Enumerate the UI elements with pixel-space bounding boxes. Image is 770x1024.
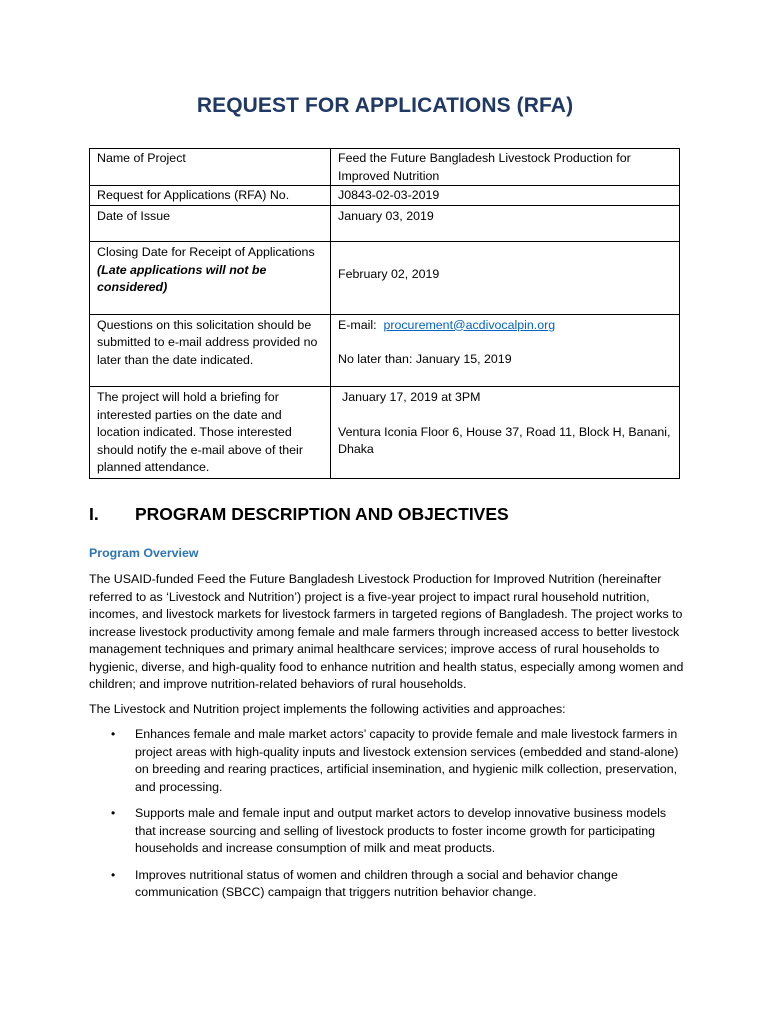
list-item-text: Supports male and female input and output market actors to develop innovative business models that increase sourcing and selling of livestock products to foster income growth for participating households and increase consumption of milk and meat products. [135, 806, 667, 855]
page-title: REQUEST FOR APPLICATIONS (RFA) [196, 94, 574, 117]
closing-date-label: Closing Date for Receipt of Applications [97, 245, 315, 259]
closing-date-cell [90, 242, 331, 315]
overview-paragraph: The USAID-funded Feed the Future Bangladesh Livestock Production for Improved Nutrition (hereinafter referred to as ‘Livestock and Nutrition’) project is a five-year project to impact rural household nutrition, incomes, and livestock markets for livestock farmers in targeted regions of Bangladesh. The project works to increase livestock productivity among female and male farmers through increased access to better livestock management techniques and primary animal healthcare services; improve access of rural households to hygienic, diverse, and high-quality food to enhance nutrition and health status, especially among women and children; and improve nutrition-related behaviors of rural households. [89, 572, 684, 691]
table-row-questions [90, 314, 680, 387]
table-row-briefing [90, 387, 680, 479]
issue-date-value: January 03, 2019 [331, 205, 680, 242]
activities-intro-paragraph: The Livestock and Nutrition project implements the following activities and approaches: [89, 702, 566, 716]
list-item [89, 867, 685, 902]
email-prefix: E-mail: [338, 317, 377, 332]
project-label: Name of Project [90, 149, 331, 186]
table-row-rfa-number [90, 186, 680, 206]
program-overview-heading: Program Overview [89, 546, 199, 560]
questions-label: Questions on this solicitation should be submitted to e-mail address provided no later than the date indicated. [90, 314, 331, 387]
bullet-icon: • [111, 727, 116, 741]
briefing-label: The project will hold a briefing for interested parties on the date and location indicated. Those interested should notify the e-mail above of their planned attendance. [90, 387, 331, 479]
briefing-cell [331, 387, 680, 479]
list-item [89, 726, 685, 796]
bullet-icon: • [111, 806, 116, 820]
project-value: Feed the Future Bangladesh Livestock Production for Improved Nutrition [331, 149, 680, 186]
rfa-number-label: Request for Applications (RFA) No. [90, 186, 331, 206]
activities-list [89, 726, 685, 911]
briefing-location: Ventura Iconia Floor 6, House 37, Road 11, Block H, Banani, Dhaka [338, 424, 671, 456]
section-heading [89, 504, 509, 525]
email-line [338, 317, 672, 335]
list-item [89, 805, 685, 858]
bullet-icon: • [111, 867, 116, 882]
closing-date-value: February 02, 2019 [331, 242, 680, 315]
section-title: PROGRAM DESCRIPTION AND OBJECTIVES [135, 504, 509, 524]
rfa-info-table [89, 148, 680, 479]
issue-date-label: Date of Issue [90, 205, 331, 242]
list-item-text: Enhances female and male market actors’ capacity to provide female and male livestock farmers in project areas with high-quality inputs and livestock extension services (embedded and stand-alone) on breeding and rearing practices, artificial insemination, and hygienic milk collection, preservation, and processing. [135, 727, 679, 794]
rfa-number-value: J0843-02-03-2019 [331, 186, 680, 206]
table-row-issue-date [90, 205, 680, 242]
briefing-date: January 17, 2019 at 3PM [342, 390, 481, 404]
closing-date-note: (Late applications will not be considered) [97, 262, 267, 294]
procurement-email-link[interactable]: procurement@acdivocalpin.org [383, 317, 556, 332]
questions-deadline: No later than: January 15, 2019 [338, 352, 512, 366]
questions-cell [331, 314, 680, 387]
table-row-project [90, 149, 680, 186]
section-number: I. [89, 504, 99, 524]
list-item-text: Improves nutritional status of women and children through a social and behavior change communication (SBCC) campaign that triggers nutrition behavior change. [135, 867, 618, 899]
table-row-closing-date [90, 242, 680, 315]
